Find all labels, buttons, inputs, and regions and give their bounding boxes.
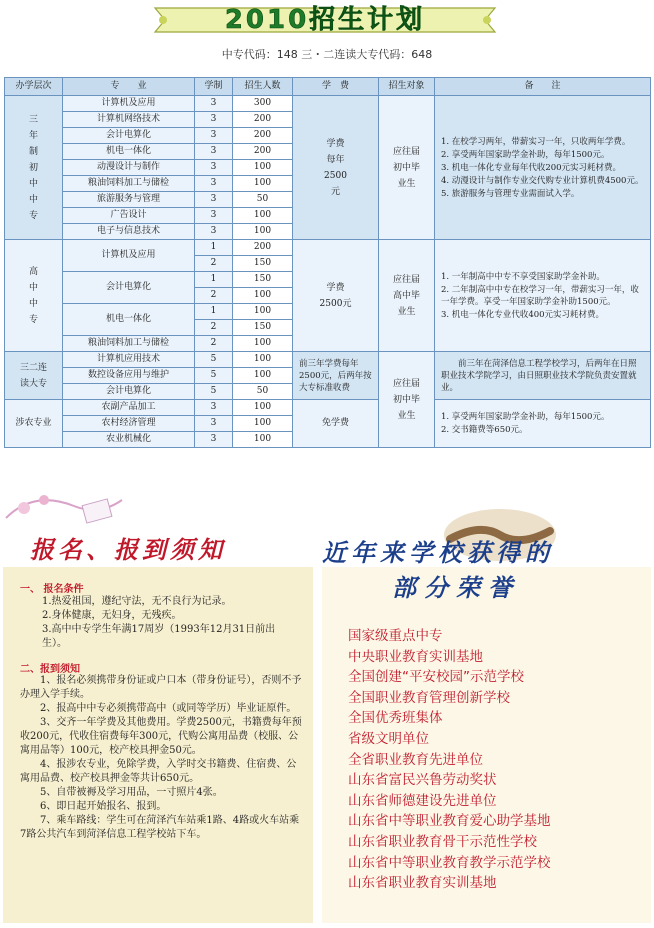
major-cell: 会计电算化 <box>63 128 195 144</box>
list-item: 中央职业教育实训基地 <box>348 648 483 665</box>
count-cell: 100 <box>233 432 293 448</box>
count-cell: 100 <box>233 224 293 240</box>
list-item: 5、自带被褥及学习用品，一寸照片4张。 <box>40 787 223 798</box>
fee-cell: 前三年学费每年2500元，后两年按大专标准收费 <box>293 352 379 400</box>
list-item: 4、报涉农专业，免除学费，入学时交书籍费、住宿费、公寓用品费、校产校具押金等共计650元。 <box>20 759 297 784</box>
count-cell: 100 <box>233 416 293 432</box>
major-cell: 数控设备应用与维护 <box>63 368 195 384</box>
note-line: 2. 享受两年国家助学金补助，每年1500元。 <box>441 149 610 160</box>
target-cell: 应往届高中毕业生 <box>379 240 435 352</box>
years-cell: 3 <box>195 432 233 448</box>
note-line: 3. 机电一体化专业每年代收200元实习耗材费。 <box>441 162 622 173</box>
list-item: 7、乘车路线：学生可在菏泽汽车站乘1路、4路或火车站乘7路公共汽车到菏泽信息工程学校站下车。 <box>20 815 300 840</box>
fee-cell: 免学费 <box>293 400 379 448</box>
years-cell: 1 <box>195 304 233 320</box>
major-cell: 农村经济管理 <box>63 416 195 432</box>
count-cell: 150 <box>233 320 293 336</box>
count-cell: 150 <box>233 256 293 272</box>
report-list <box>20 674 302 842</box>
years-cell: 1 <box>195 240 233 256</box>
count-cell: 100 <box>233 400 293 416</box>
years-cell: 3 <box>195 192 233 208</box>
notes-cell <box>435 400 651 448</box>
level-cell: 三年制初中中专 <box>5 96 63 240</box>
table-row <box>5 96 651 112</box>
years-cell: 2 <box>195 320 233 336</box>
major-cell: 电子与信息技术 <box>63 224 195 240</box>
note-line: 1. 在校学习两年，带薪实习一年，只收两年学费。 <box>441 136 631 147</box>
level-cell: 涉农专业 <box>5 400 63 448</box>
years-cell: 2 <box>195 288 233 304</box>
years-cell: 3 <box>195 224 233 240</box>
page-title: 2010招生计划 <box>224 5 426 35</box>
years-cell: 3 <box>195 112 233 128</box>
header-notes: 备 注 <box>435 78 651 96</box>
list-item: 全国优秀班集体 <box>348 710 443 727</box>
level-cell: 三二连读大专 <box>5 352 63 400</box>
list-item: 全国创建“平安校园”示范学校 <box>348 669 524 686</box>
major-cell: 计算机及应用 <box>63 240 195 272</box>
list-item: 山东省富民兴鲁劳动奖状 <box>348 772 497 789</box>
count-cell: 100 <box>233 352 293 368</box>
years-cell: 3 <box>195 400 233 416</box>
honors-heading-line2: 部分荣誉 <box>392 573 520 602</box>
list-item: 2、报高中中专必须携带高中（或同等学历）毕业证原件。 <box>40 703 297 714</box>
list-item: 1、报名必须携带身份证或户口本（带身份证号），否则不予办理入学手续。 <box>20 675 302 700</box>
target-cell: 应往届初中毕业生 <box>379 96 435 240</box>
fee-cell: 学费每年2500元 <box>293 96 379 240</box>
note-line: 前三年在菏泽信息工程学校学习，后两年在日照职业技术学院学习，由日照职业技术学院负责安置就业。 <box>441 358 637 393</box>
count-cell: 100 <box>233 368 293 384</box>
count-cell: 100 <box>233 208 293 224</box>
major-cell: 会计电算化 <box>63 272 195 304</box>
note-line: 2. 二年制高中中专在校学习一年，带薪实习一年，收一年学费。享受一年国家助学金补助1500元。 <box>441 284 639 307</box>
table-row <box>5 240 651 256</box>
major-cell: 农业机械化 <box>63 432 195 448</box>
list-item: 1.热爱祖国，遵纪守法，无不良行为记录。 <box>42 596 232 607</box>
major-cell: 动漫设计与制作 <box>63 160 195 176</box>
notes-cell <box>435 240 651 352</box>
list-item: 山东省职业教育实训基地 <box>348 875 497 892</box>
years-cell: 2 <box>195 336 233 352</box>
count-cell: 200 <box>233 128 293 144</box>
list-item: 全国职业教育管理创新学校 <box>348 689 510 706</box>
count-cell: 150 <box>233 272 293 288</box>
count-cell: 200 <box>233 144 293 160</box>
level-cell: 高中中专 <box>5 240 63 352</box>
note-line: 5. 旅游服务与管理专业需面试入学。 <box>441 188 580 199</box>
major-cell: 旅游服务与管理 <box>63 192 195 208</box>
major-cell: 广告设计 <box>63 208 195 224</box>
years-cell: 3 <box>195 128 233 144</box>
count-cell: 100 <box>233 304 293 320</box>
header-major: 专 业 <box>63 78 195 96</box>
years-cell: 3 <box>195 208 233 224</box>
title-banner <box>145 2 505 38</box>
list-item: 3.高中中专学生年满17周岁（1993年12月31日前出生）。 <box>42 624 276 649</box>
major-cell: 计算机及应用 <box>63 96 195 112</box>
list-item: 省级文明单位 <box>348 730 429 747</box>
header-level: 办学层次 <box>5 78 63 96</box>
count-cell: 50 <box>233 192 293 208</box>
years-cell: 3 <box>195 416 233 432</box>
list-item: 2.身体健康，无妇身，无残疾。 <box>42 610 182 621</box>
years-cell: 5 <box>195 384 233 400</box>
list-item: 全省职业教育先进单位 <box>348 751 483 768</box>
header-count: 招生人数 <box>233 78 293 96</box>
years-cell: 3 <box>195 144 233 160</box>
count-cell: 300 <box>233 96 293 112</box>
major-cell: 机电一体化 <box>63 144 195 160</box>
years-cell: 3 <box>195 160 233 176</box>
years-cell: 3 <box>195 96 233 112</box>
years-cell: 2 <box>195 256 233 272</box>
major-cell: 机电一体化 <box>63 304 195 336</box>
table-header-row <box>5 78 651 96</box>
note-line: 3. 机电一体化专业代收400元实习耗材费。 <box>441 309 605 320</box>
header-years: 学制 <box>195 78 233 96</box>
header-target: 招生对象 <box>379 78 435 96</box>
major-cell: 计算机应用技术 <box>63 352 195 368</box>
count-cell: 200 <box>233 112 293 128</box>
section-heading-report: 二、报到须知 <box>20 664 80 675</box>
count-cell: 100 <box>233 288 293 304</box>
school-codes: 中专代码：148 三・二连读大专代码：648 <box>221 48 433 61</box>
honors-list <box>348 626 551 894</box>
count-cell: 200 <box>233 240 293 256</box>
note-line: 1. 一年制高中中专不享受国家助学金补助。 <box>441 271 605 282</box>
years-cell: 1 <box>195 272 233 288</box>
list-item: 山东省职业教育骨干示范性学校 <box>348 833 537 850</box>
years-cell: 5 <box>195 368 233 384</box>
list-item: 6、即日起开始报名、报到。 <box>40 801 167 812</box>
note-line: 2. 交书籍费等650元。 <box>441 425 528 435</box>
list-item: 3、交齐一年学费及其他费用。学费2500元，书籍费每年预收200元，代收住宿费每年300元，代购公寓用品费（校服、公寓用品等）100元，校产校具押金50元。 <box>20 717 302 756</box>
list-item: 山东省中等职业教育爱心助学基地 <box>348 813 551 830</box>
table-row <box>5 352 651 368</box>
fee-cell: 学费2500元 <box>293 240 379 352</box>
major-cell: 农副产品加工 <box>63 400 195 416</box>
major-cell: 粮油饲料加工与储检 <box>63 176 195 192</box>
years-cell: 5 <box>195 352 233 368</box>
section-heading-conditions: 一、 报名条件 <box>20 584 84 595</box>
count-cell: 100 <box>233 176 293 192</box>
header-fee: 学 费 <box>293 78 379 96</box>
major-cell: 粮油饲料加工与储检 <box>63 336 195 352</box>
notes-cell <box>435 352 651 400</box>
flower-envelope-icon <box>4 488 124 534</box>
count-cell: 100 <box>233 160 293 176</box>
major-cell: 会计电算化 <box>63 384 195 400</box>
note-line: 1. 享受两年国家助学金补助，每年1500元。 <box>441 412 610 422</box>
count-cell: 100 <box>233 336 293 352</box>
enrollment-table <box>4 77 651 448</box>
years-cell: 3 <box>195 176 233 192</box>
honors-heading-line1: 近年来学校获得的 <box>322 538 554 567</box>
table-row <box>5 400 651 416</box>
major-cell: 计算机网络技术 <box>63 112 195 128</box>
list-item: 国家级重点中专 <box>348 628 443 644</box>
count-cell: 50 <box>233 384 293 400</box>
note-line: 4. 动漫设计与制作专业交代购专业计算机费4500元。 <box>441 175 644 186</box>
list-item: 山东省中等职业教育教学示范学校 <box>348 854 551 871</box>
notes-cell <box>435 96 651 240</box>
conditions-list <box>42 595 300 651</box>
registration-heading: 报名、报到须知 <box>30 535 226 564</box>
target-cell: 应往届初中毕业生 <box>379 352 435 448</box>
list-item: 山东省师德建设先进单位 <box>348 792 497 809</box>
